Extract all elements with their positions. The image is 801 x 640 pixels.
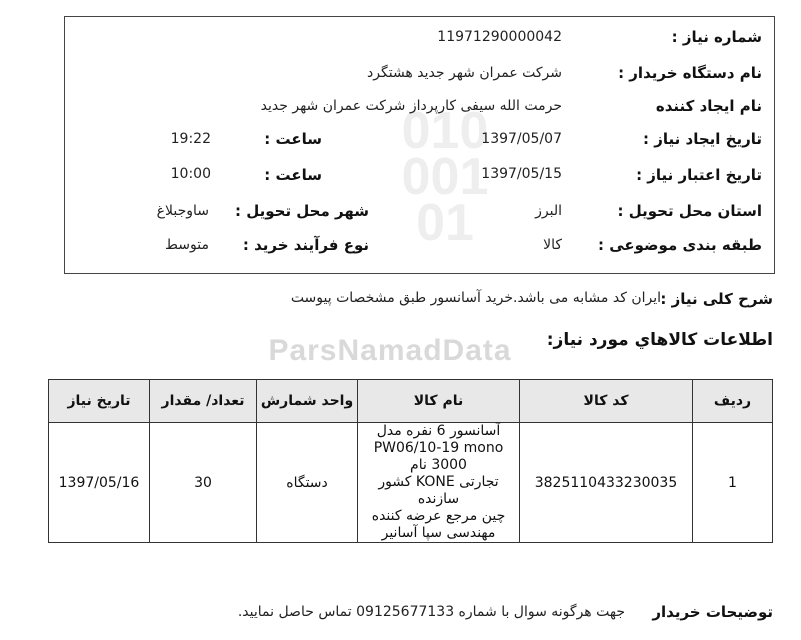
col-name-header: نام کالا [358,380,520,423]
city-label: شهر محل تحویل : [234,202,369,220]
category-label: طبقه بندی موضوعی : [598,236,762,254]
watermark-brand: ParsNamadData [268,334,512,367]
col-unit-header: واحد شمارش [257,380,358,423]
buyer-notes-label: توضیحات خریدار [652,603,773,621]
goods-qty: 30 [150,423,257,543]
buyer-org: شرکت عمران شهر جدید هشتگرد [367,65,562,81]
city: ساوجبلاغ [156,203,209,219]
goods-unit: دستگاه [257,423,358,543]
valid-date: 1397/05/15 [481,166,562,182]
process: متوسط [165,237,209,253]
goods-name-line: چین مرجع عرضه کننده [371,508,506,524]
category: کالا [543,237,562,253]
row-number: 1 [693,423,773,543]
need-number: 11971290000042 [437,29,562,45]
creator-label: نام ایجاد کننده [655,97,762,115]
table-row [49,423,773,543]
creator: حرمت الله سیفی کارپرداز شرکت عمران شهر جدید [260,98,562,114]
valid-date-label: تاریخ اعتبار نیاز : [636,166,762,184]
description-label: شرح کلی نیاز : [660,290,773,308]
process-label: نوع فرآیند خرید : [242,236,369,254]
goods-name-line: آسانسور 6 نفره مدل [376,423,501,439]
goods-name-line: مهندسی سپا آسانیر [381,525,496,541]
created-time-label: ساعت : [264,130,322,148]
goods-name [358,423,520,543]
goods-name-line: PW06/10-19 mono 3000 نام [373,440,504,473]
province-label: استان محل تحویل : [617,202,762,220]
col-qty-header: تعداد/ مقدار [150,380,257,423]
need-info-box [64,16,775,274]
created-time: 19:22 [170,131,211,147]
goods-header-row [49,380,773,423]
buyer-org-label: نام دستگاه خریدار : [618,64,762,82]
created-date-label: تاریخ ایجاد نیاز : [643,130,762,148]
col-code-header: کد کالا [520,380,693,423]
goods-code: 3825110433230035 [520,423,693,543]
valid-time-label: ساعت : [264,166,322,184]
buyer-notes-text: جهت هرگونه سوال با شماره 09125677133 تماس حاصل نمایید. [237,604,625,620]
watermark-numbers: 010 001 01 [401,102,489,252]
valid-time: 10:00 [170,166,211,182]
col-date-header: تاریخ نیاز [49,380,150,423]
goods-name-line: تجارتی KONE کشور سازنده [378,474,499,507]
goods-date: 1397/05/16 [49,423,150,543]
description-text: ایران کد مشابه می باشد.خرید آسانسور طبق مشخصات پیوست [290,290,661,306]
province: البرز [535,203,562,219]
col-row-header: ردیف [693,380,773,423]
created-date: 1397/05/07 [481,131,562,147]
need-number-label: شماره نیاز : [671,28,762,46]
goods-table [48,379,773,543]
goods-section-title: اطلاعات کالاهاي مورد نیاز: [546,330,773,350]
